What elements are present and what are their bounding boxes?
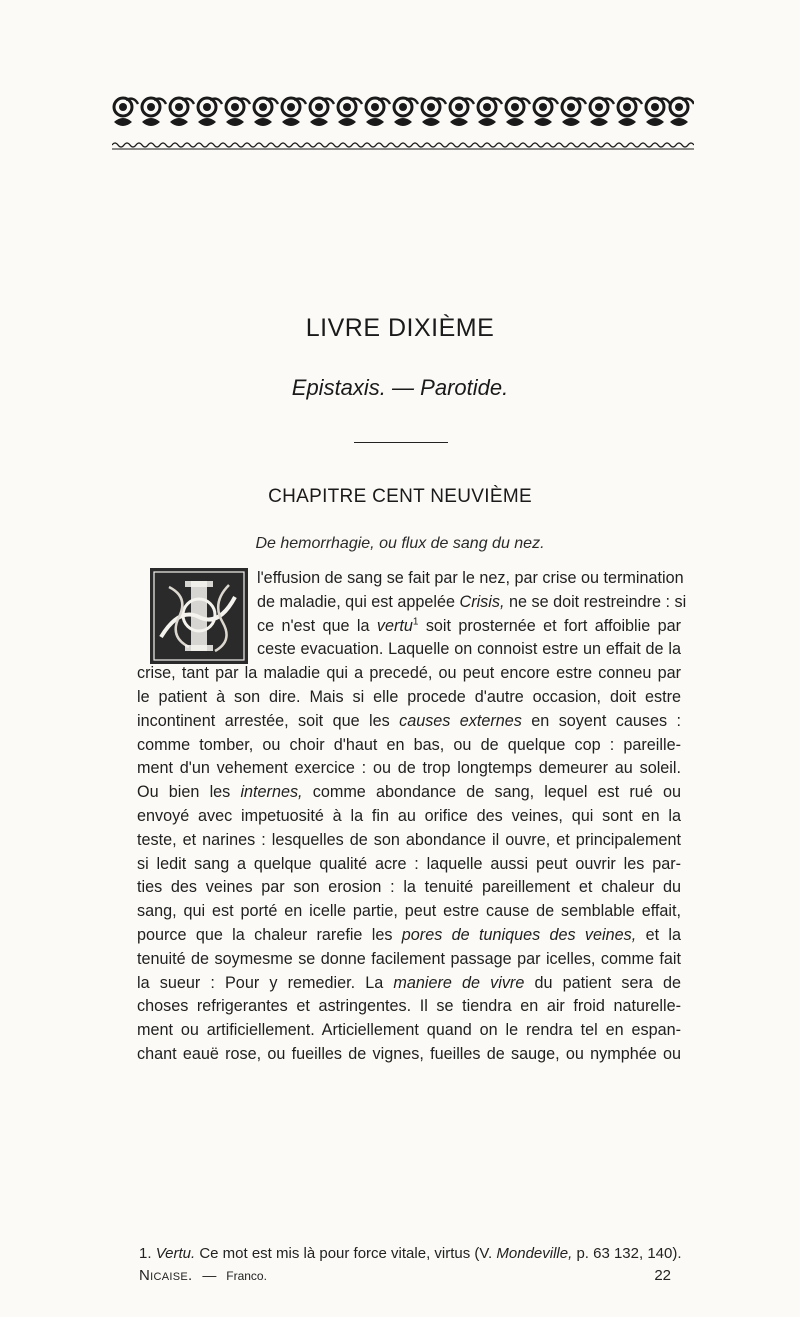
text-line-7: incontinent arrestée, soit que les causes externes en soyent causes :: [137, 711, 681, 730]
subtitle-dash: —: [392, 375, 415, 400]
footnote-ref: 1: [412, 616, 419, 628]
footnote-text: Ce mot est mis là pour force vitale, virtus (V.: [199, 1245, 493, 1262]
chapter-title: CHAPITRE CENT NEUVIÈME: [268, 486, 532, 507]
sheet-signature: 22: [654, 1267, 671, 1284]
publisher-name: Nicaise.: [139, 1267, 193, 1284]
text-line-13: si ledit sang a quelque qualité acre : laquelle aussi peut ouvrir les par-: [137, 854, 681, 873]
text-line-6: le patient à son dire. Mais si elle procede d'autre occasion, doit estre: [137, 687, 681, 706]
text-line-18: la sueur : Pour y remedier. La maniere de vivre du patient sera de: [137, 973, 682, 992]
text-line-3: ce n'est que la vertu$^1$ soit prosternée et fort affoiblie par: [257, 616, 682, 635]
text-line-20: ment ou artificiellement. Articiellement quand on le rendra tel en espan-: [137, 1021, 681, 1040]
subtitle-epistaxis: Epistaxis.: [291, 375, 386, 400]
text-line-12: teste, et narines : lesquelles de son abondance il ouvre, et principalement: [137, 830, 681, 849]
text-line-15: sang, qui est porté en icelle partie, peut estre cause de semblable effait,: [137, 902, 681, 921]
text-line-10: Ou bien les internes, comme abondance de sang, lequel est rué ou: [137, 783, 682, 802]
footnote-author: Mondeville,: [496, 1245, 573, 1262]
text-line-8: comme tomber, ou choir d'haut en bas, ou de quelque cop : pareille-: [137, 735, 681, 754]
printer-line: [139, 1267, 681, 1284]
book-subtitle: [0, 375, 800, 401]
header-ornament: [112, 96, 694, 132]
publisher-place: Franco.: [226, 1269, 267, 1283]
publisher-separator: —: [202, 1267, 217, 1283]
text-line-5: crise, tant par la maladie qui a precedé, ou peut encore estre conneu par: [137, 664, 681, 683]
footnote-number: 1.: [139, 1245, 152, 1262]
book-title: LIVRE DIXIÈME: [305, 314, 495, 342]
footnote: [139, 1244, 699, 1264]
text-line-16: pource que la chaleur rarefie les pores de tuniques des veines, et la: [137, 925, 682, 944]
text-line-14: ties des veines par son erosion : la tenuité pareillement et chaleur du: [137, 878, 681, 897]
footnote-ref-pages: p. 63 132, 140).: [576, 1245, 682, 1262]
text-line-1: l'effusion de sang se fait par le nez, par crise ou termination: [257, 569, 684, 587]
text-line-2: de maladie, qui est appelée Crisis, ne se doit restreindre : si: [257, 592, 687, 611]
text-line-19: choses refrigerantes et astringentes. Il se tiendra en air froid naturelle-: [137, 997, 681, 1016]
text-line-21: chant eauë rose, ou fueilles de vignes, fueilles de sauge, ou nymphée ou: [137, 1044, 681, 1063]
section-divider: [354, 442, 448, 443]
text-line-11: envoyé avec impetuosité à la fin au orifice des veines, qui sont en la: [137, 806, 681, 825]
subtitle-parotide: Parotide.: [420, 375, 509, 400]
chapter-subtitle: De hemorrhagie, ou flux de sang du nez.: [255, 535, 545, 552]
header-wavy-rule: [112, 140, 694, 150]
footnote-term: Vertu.: [155, 1245, 196, 1262]
text-line-4: ceste evacuation. Laquelle on connoist estre un effait de la: [257, 640, 681, 659]
chapter-body: [137, 567, 687, 1067]
text-line-9: ment d'un vehement exercice : ou de trop longtemps demeurer au soleil.: [137, 759, 681, 778]
text-line-17: tenuité de soymesme se donne facilement passage par icelles, comme fait: [137, 949, 681, 968]
